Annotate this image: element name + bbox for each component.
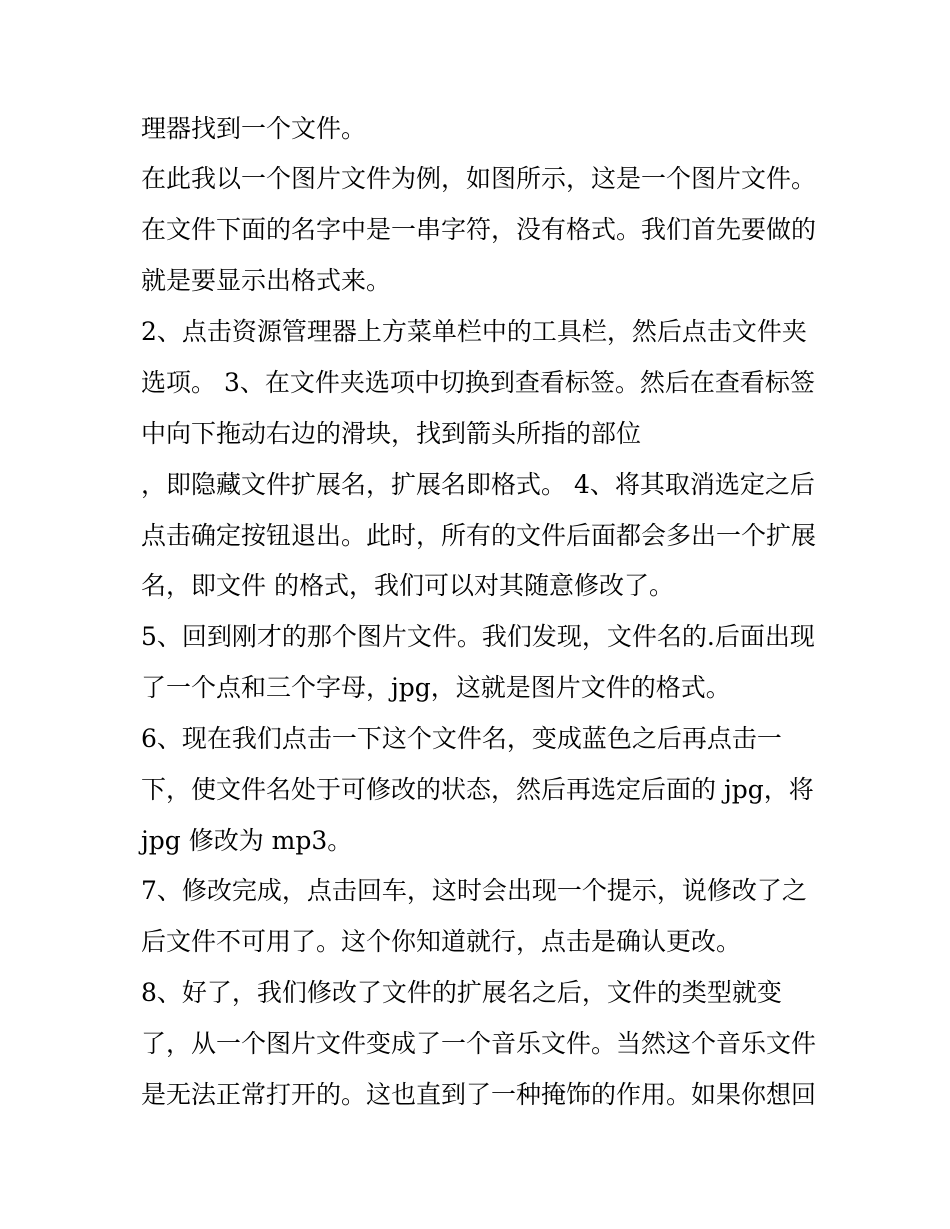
text-line: 8、好了，我们修改了文件的扩展名之后，文件的类型就变 [141, 978, 782, 1007]
text-line: 5、回到刚才的那个图片文件。我们发现，文件名的.后面出现 [141, 622, 815, 651]
text-line: ，即隐藏文件扩展名，扩展名即格式。 4、将其取消选定之后 [141, 470, 815, 499]
text-line: 2、点击资源管理器上方菜单栏中的工具栏，然后点击文件夹 [141, 317, 807, 346]
text-line: 了，从一个图片文件变成了一个音乐文件。当然这个音乐文件 [141, 1029, 817, 1058]
text-line: 选项。 3、在文件夹选项中切换到查看标签。然后在查看标签 [141, 368, 815, 397]
text-line: 下，使文件名处于可修改的状态，然后再选定后面的 jpg，将 [141, 775, 814, 804]
text-line: 在文件下面的名字中是一串字符，没有格式。我们首先要做的 [141, 215, 817, 244]
text-line: 在此我以一个图片文件为例，如图所示，这是一个图片文件。 [141, 164, 817, 193]
text-line: 理器找到一个文件。 [141, 114, 367, 143]
text-line: 就是要显示出格式来。 [141, 266, 392, 295]
text-line: 点击确定按钮退出。此时，所有的文件后面都会多出一个扩展 [141, 521, 817, 550]
text-line: 是无法正常打开的。这也直到了一种掩饰的作用。如果你想回 [141, 1080, 817, 1109]
text-line: 了一个点和三个字母，jpg，这就是图片文件的格式。 [141, 673, 731, 702]
text-line: 7、修改完成，点击回车，这时会出现一个提示，说修改了之 [141, 876, 807, 905]
text-line: jpg 修改为 mp3。 [141, 826, 353, 855]
text-line: 中向下拖动右边的滑块，找到箭头所指的部位 [141, 419, 642, 448]
text-line: 6、现在我们点击一下这个文件名，变成蓝色之后再点击一 [141, 724, 782, 753]
text-line: 后文件不可用了。这个你知道就行，点击是确认更改。 [141, 927, 742, 956]
text-line: 名，即文件 的格式，我们可以对其随意修改了。 [141, 571, 674, 600]
